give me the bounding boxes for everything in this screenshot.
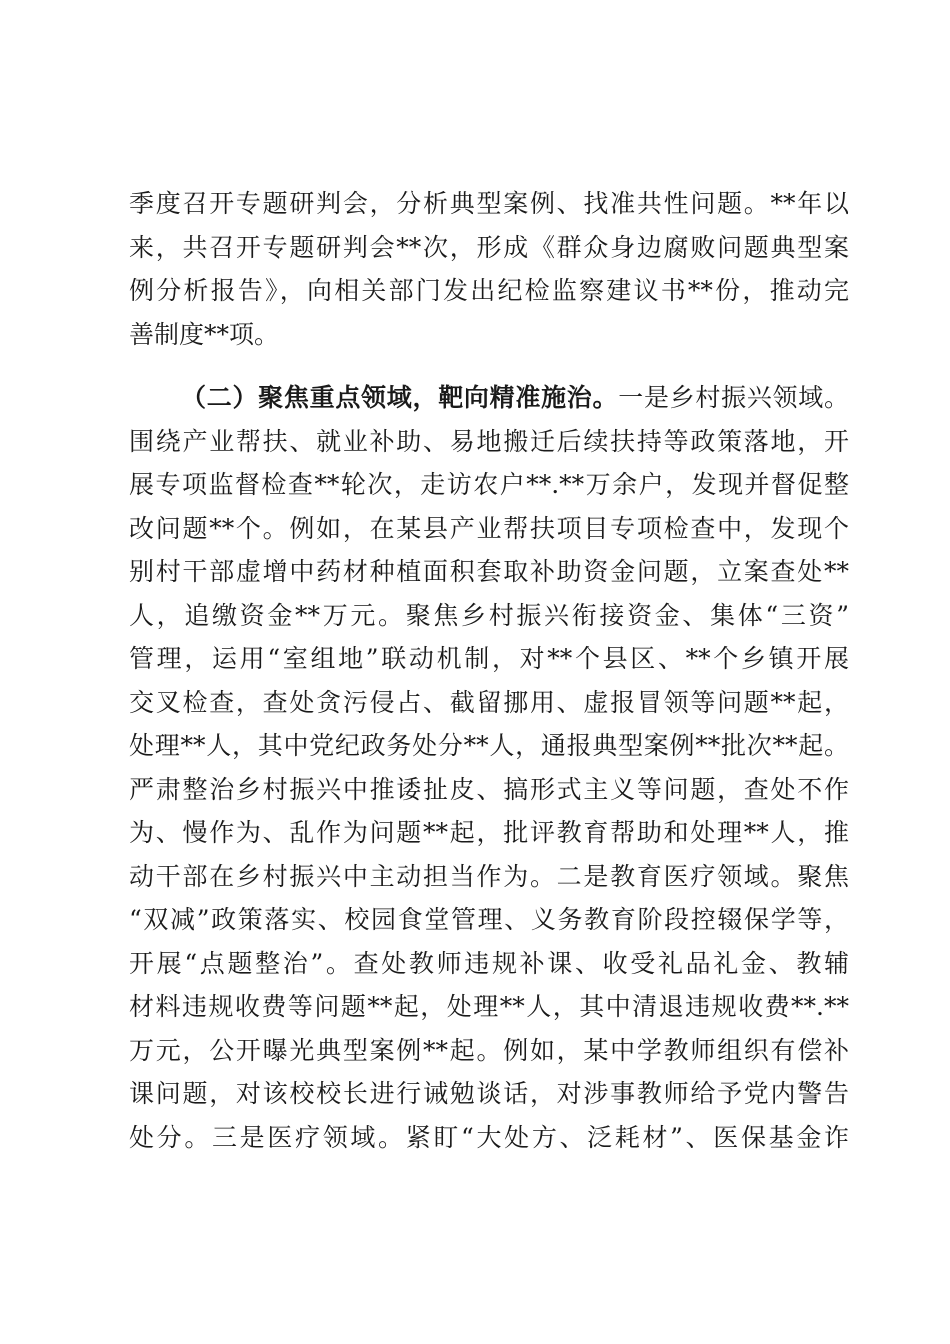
text-line: 季度召开专题研判会，分析典型案例、找准共性问题。**年以 (129, 189, 849, 218)
text-line: 万元，公开曝光典型案例**起。例如，某中学教师组织有偿补 (129, 1035, 849, 1065)
paragraph-first-line (129, 376, 849, 420)
document-body (129, 182, 849, 1159)
text-line: 处理**人，其中党纪政务处分**人，通报典型案例**批次**起。 (129, 731, 849, 760)
text-line: 来，共召开专题研判会**次，形成《群众身边腐败问题典型案 (129, 232, 849, 262)
paragraph-2 (129, 376, 849, 1159)
text-line: “双减”政策落实、校园食堂管理、义务教育阶段控辍保学等， (129, 905, 849, 934)
text-line: 处分。三是医疗领域。紧盯“大处方、泛耗材”、医保基金诈 (129, 1122, 849, 1152)
text-line: 为、慢作为、乱作为问题**起，批评教育帮助和处理**人，推 (129, 818, 849, 847)
text-line: 别村干部虚增中药材种植面积套取补助资金问题，立案查处** (129, 557, 849, 586)
text-line: 例分析报告》，向相关部门发出纪检监察建议书**份，推动完 (129, 276, 849, 305)
text-line: 材料违规收费等问题**起，处理**人，其中清退违规收费**.** (129, 992, 849, 1021)
text-line: 围绕产业帮扶、就业补助、易地搬迁后续扶持等政策落地，开 (129, 426, 849, 456)
text-line: 严肃整治乡村振兴中推诿扯皮、搞形式主义等问题，查处不作 (129, 774, 849, 804)
text-line: 展专项监督检查**轮次，走访农户**.**万余户，发现并督促整 (129, 470, 849, 499)
text-line: 管理，运用“室组地”联动机制，对**个县区、**个乡镇开展 (129, 644, 849, 673)
section-heading: （二）聚焦重点领域，靶向精准施治。 (181, 383, 619, 412)
paragraph-spacer (129, 356, 849, 376)
paragraph-1 (129, 182, 849, 356)
text-line: 动干部在乡村振兴中主动担当作为。二是教育医疗领域。聚焦 (129, 861, 849, 891)
heading-continuation: 一是乡村振兴领域。 (618, 383, 849, 412)
text-line: 交叉检查，查处贪污侵占、截留挪用、虚报冒领等问题**起， (129, 687, 849, 717)
text-line: 人，追缴资金**万元。聚焦乡村振兴衔接资金、集体“三资” (129, 600, 849, 630)
text-line: 开展“点题整治”。查处教师违规补课、收受礼品礼金、教辅 (129, 948, 849, 978)
text-line: 课问题，对该校校长进行诫勉谈话，对涉事教师给予党内警告 (129, 1079, 849, 1108)
text-line: 善制度**项。 (129, 319, 280, 349)
text-line: 改问题**个。例如，在某县产业帮扶项目专项检查中，发现个 (129, 513, 849, 543)
